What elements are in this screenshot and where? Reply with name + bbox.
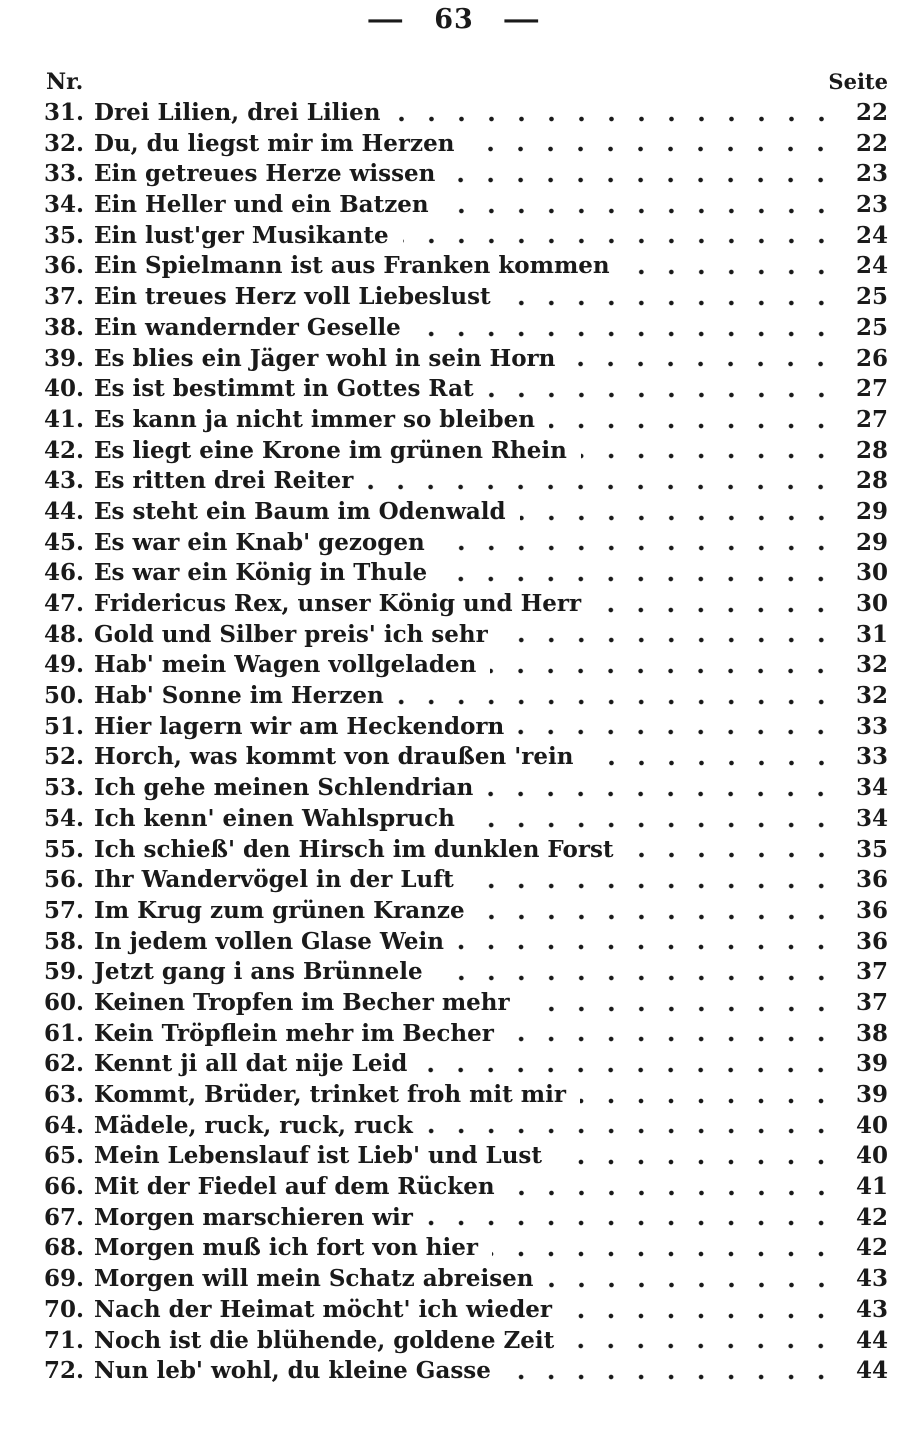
entry-number: 39. xyxy=(44,344,85,372)
entry-number: 46. xyxy=(44,559,85,587)
entry-page: 37 xyxy=(855,958,888,986)
entry-number: 50. xyxy=(44,682,85,710)
entry-page: 24 xyxy=(855,252,888,280)
dot-leader xyxy=(624,252,836,276)
entry-page: 36 xyxy=(855,927,888,955)
toc-entry xyxy=(44,375,888,406)
toc-entry xyxy=(44,958,888,989)
entry-page: 32 xyxy=(855,682,888,710)
entry-number: 64. xyxy=(44,1111,85,1139)
entry-title: Ich gehe meinen Schlendrian xyxy=(94,774,474,802)
entry-title: Mit der Fiedel auf dem Rücken xyxy=(94,1173,495,1201)
dot-leader xyxy=(468,130,836,154)
entry-page: 33 xyxy=(855,712,888,740)
dot-leader xyxy=(566,1296,836,1320)
dot-leader xyxy=(487,774,836,798)
entry-title: Ich kenn' einen Wahlspruch xyxy=(94,804,455,832)
toc-entry xyxy=(44,682,888,713)
entry-title: Ein Spielmann ist aus Franken kommen xyxy=(94,252,610,280)
toc-entry xyxy=(44,928,888,959)
dot-leader xyxy=(439,529,836,553)
dot-leader xyxy=(443,191,836,215)
entry-page: 27 xyxy=(855,405,888,433)
dot-leader xyxy=(395,99,836,123)
entry-page: 24 xyxy=(855,221,888,249)
dot-leader xyxy=(427,1112,836,1136)
entry-number: 71. xyxy=(44,1326,85,1354)
dot-leader xyxy=(548,1265,836,1289)
dot-leader xyxy=(403,222,836,246)
entry-number: 61. xyxy=(44,1019,85,1047)
entry-title: Fridericus Rex, unser König und Herr xyxy=(94,590,582,617)
entry-page: 39 xyxy=(855,1081,888,1108)
dot-leader xyxy=(509,1173,836,1197)
header-dash-right: — xyxy=(502,4,542,35)
entry-title: Ein lust'ger Musikante xyxy=(94,221,389,249)
entry-title: Du, du liegst mir im Herzen xyxy=(94,129,455,157)
entry-page: 22 xyxy=(855,129,888,157)
entry-number: 40. xyxy=(44,375,85,403)
entry-number: 38. xyxy=(44,313,85,341)
entry-number: 59. xyxy=(44,958,85,986)
entry-title: Es steht ein Baum im Odenwald xyxy=(94,497,506,525)
entry-page: 22 xyxy=(855,99,888,126)
dot-leader xyxy=(421,1050,836,1074)
entry-number: 54. xyxy=(44,804,85,832)
entry-title: Ein getreues Herze wissen xyxy=(94,160,436,188)
entry-title: Mein Lebenslauf ist Lieb' und Lust xyxy=(94,1142,543,1170)
entry-page: 30 xyxy=(855,590,888,617)
entry-title: Horch, was kommt von draußen 'rein xyxy=(94,743,574,771)
entry-page: 36 xyxy=(855,866,888,894)
page-number: 63 xyxy=(434,4,474,35)
entry-title: Morgen will mein Schatz abreisen xyxy=(94,1265,534,1293)
entry-title: Nach der Heimat möcht' ich wieder xyxy=(94,1295,553,1323)
entry-number: 51. xyxy=(44,712,85,740)
entry-page: 35 xyxy=(855,835,888,863)
entry-page: 43 xyxy=(855,1295,888,1323)
entry-title: Es blies ein Jäger wohl in sein Horn xyxy=(94,344,556,372)
entry-title: Es ritten drei Reiter xyxy=(94,467,354,495)
entry-number: 70. xyxy=(44,1295,85,1323)
entry-page: 25 xyxy=(855,283,888,311)
entry-page: 30 xyxy=(855,559,888,587)
toc-entry xyxy=(44,713,888,744)
entry-title: Hier lagern wir am Heckendorn xyxy=(94,712,505,740)
toc-entry xyxy=(44,989,888,1020)
dot-leader xyxy=(398,682,836,706)
entry-page: 32 xyxy=(855,651,888,679)
entry-page: 39 xyxy=(855,1050,888,1078)
page-header xyxy=(0,0,908,35)
entry-page: 27 xyxy=(855,375,888,403)
entry-number: 48. xyxy=(44,620,85,648)
entry-number: 69. xyxy=(44,1265,85,1293)
entry-number: 34. xyxy=(44,191,85,219)
entry-title: Mädele, ruck, ruck, ruck xyxy=(94,1111,413,1139)
entry-page: 25 xyxy=(855,313,888,341)
entry-title: Gold und Silber preis' ich sehr xyxy=(94,620,488,648)
entry-number: 49. xyxy=(44,651,85,679)
entry-page: 36 xyxy=(855,896,888,924)
entry-page: 44 xyxy=(855,1326,888,1354)
toc-entry xyxy=(44,406,888,437)
entry-page: 26 xyxy=(855,344,888,372)
entry-page: 34 xyxy=(855,804,888,832)
dot-leader xyxy=(490,651,836,675)
entry-number: 66. xyxy=(44,1173,85,1201)
entry-number: 72. xyxy=(44,1357,85,1385)
dot-leader xyxy=(628,836,836,860)
toc-entry xyxy=(44,590,888,621)
dot-leader xyxy=(556,1142,836,1166)
toc-entry xyxy=(44,314,888,345)
dot-leader xyxy=(427,1204,836,1228)
toc-entry xyxy=(44,897,888,928)
entry-page: 42 xyxy=(855,1234,888,1262)
entry-title: Hab' mein Wagen vollgeladen xyxy=(94,651,477,679)
entry-title: Keinen Tropfen im Becher mehr xyxy=(94,988,510,1016)
toc-list xyxy=(0,99,908,1388)
toc-entry xyxy=(44,1265,888,1296)
toc-entry xyxy=(44,283,888,314)
dot-leader xyxy=(458,928,836,952)
column-headers xyxy=(0,69,908,95)
entry-number: 58. xyxy=(44,927,85,955)
entry-page: 28 xyxy=(855,436,888,464)
toc-entry xyxy=(44,130,888,161)
toc-entry xyxy=(44,559,888,590)
entry-number: 57. xyxy=(44,896,85,924)
entry-title: Drei Lilien, drei Lilien xyxy=(94,99,381,126)
toc-entry xyxy=(44,1081,888,1112)
dot-leader xyxy=(367,467,836,491)
entry-number: 60. xyxy=(44,988,85,1016)
toc-entry xyxy=(44,651,888,682)
nr-column-label: Nr. xyxy=(46,69,84,95)
dot-leader xyxy=(508,1020,836,1044)
entry-title: Ich schieß' den Hirsch im dunklen Forst xyxy=(94,835,614,863)
entry-number: 33. xyxy=(44,160,85,188)
entry-title: Es war ein Knab' gezogen xyxy=(94,528,425,556)
toc-entry xyxy=(44,160,888,191)
entry-title: Nun leb' wohl, du kleine Gasse xyxy=(94,1357,491,1385)
toc-entry xyxy=(44,345,888,376)
entry-page: 29 xyxy=(855,497,888,525)
dot-leader xyxy=(502,621,836,645)
entry-page: 23 xyxy=(855,191,888,219)
toc-entry xyxy=(44,467,888,498)
entry-title: Im Krug zum grünen Kranze xyxy=(94,896,465,924)
entry-page: 28 xyxy=(855,467,888,495)
entry-number: 43. xyxy=(44,467,85,495)
entry-page: 23 xyxy=(855,160,888,188)
seite-column-label: Seite xyxy=(828,69,888,94)
dot-leader xyxy=(469,805,836,829)
dot-leader xyxy=(479,897,836,921)
header-dash-left: — xyxy=(366,4,406,35)
toc-entry xyxy=(44,498,888,529)
entry-title: Kein Tröpflein mehr im Becher xyxy=(94,1019,494,1047)
dot-leader xyxy=(549,406,836,430)
entry-number: 42. xyxy=(44,436,85,464)
toc-entry xyxy=(44,805,888,836)
toc-entry xyxy=(44,1204,888,1235)
entry-title: Noch ist die blühende, goldene Zeit xyxy=(94,1326,555,1354)
dot-leader xyxy=(595,590,836,614)
entry-title: Kommt, Brüder, trinket froh mit mir xyxy=(94,1081,566,1108)
entry-title: Es war ein König in Thule xyxy=(94,559,428,587)
toc-entry xyxy=(44,1050,888,1081)
toc-entry xyxy=(44,774,888,805)
entry-number: 55. xyxy=(44,835,85,863)
toc-entry xyxy=(44,191,888,222)
toc-entry xyxy=(44,1357,888,1388)
entry-page: 31 xyxy=(855,620,888,648)
entry-title: Hab' Sonne im Herzen xyxy=(94,682,384,710)
dot-leader xyxy=(468,866,836,890)
toc-entry xyxy=(44,1020,888,1051)
entry-title: Ein wandernder Geselle xyxy=(94,313,401,341)
toc-entry xyxy=(44,1234,888,1265)
dot-leader xyxy=(449,160,836,184)
toc-entry xyxy=(44,743,888,774)
toc-entry xyxy=(44,437,888,468)
entry-page: 38 xyxy=(855,1019,888,1047)
entry-number: 44. xyxy=(44,497,85,525)
toc-entry xyxy=(44,1142,888,1173)
toc-entry xyxy=(44,222,888,253)
toc-entry xyxy=(44,99,888,130)
entry-title: Es ist bestimmt in Gottes Rat xyxy=(94,375,474,403)
entry-number: 41. xyxy=(44,405,85,433)
dot-leader xyxy=(437,958,836,982)
entry-page: 41 xyxy=(855,1173,888,1201)
dot-leader xyxy=(520,498,836,522)
dot-leader xyxy=(492,1234,836,1258)
toc-entry xyxy=(44,529,888,560)
entry-title: Jetzt gang i ans Brünnele xyxy=(94,958,423,986)
entry-number: 56. xyxy=(44,866,85,894)
entry-page: 33 xyxy=(855,743,888,771)
entry-title: Morgen muß ich fort von hier xyxy=(94,1234,479,1262)
dot-leader xyxy=(505,283,836,307)
entry-page: 37 xyxy=(855,988,888,1016)
entry-number: 52. xyxy=(44,743,85,771)
toc-entry xyxy=(44,1327,888,1358)
toc-entry xyxy=(44,1296,888,1327)
entry-number: 67. xyxy=(44,1203,85,1231)
dot-leader xyxy=(488,375,836,399)
dot-leader xyxy=(580,1081,836,1105)
entry-title: Morgen marschieren wir xyxy=(94,1203,413,1231)
entry-page: 43 xyxy=(855,1265,888,1293)
entry-title: Ein treues Herz voll Liebeslust xyxy=(94,283,491,311)
entry-title: Ein Heller und ein Batzen xyxy=(94,191,429,219)
entry-page: 40 xyxy=(855,1142,888,1170)
toc-entry xyxy=(44,1173,888,1204)
entry-number: 65. xyxy=(44,1142,85,1170)
entry-title: Es kann ja nicht immer so bleiben xyxy=(94,405,535,433)
entry-title: Es liegt eine Krone im grünen Rhein xyxy=(94,436,567,464)
entry-number: 47. xyxy=(44,590,85,617)
dot-leader xyxy=(505,1357,836,1381)
dot-leader xyxy=(588,743,836,767)
entry-number: 62. xyxy=(44,1050,85,1078)
toc-entry xyxy=(44,1112,888,1143)
entry-number: 31. xyxy=(44,99,85,126)
entry-title: Ihr Wandervögel in der Luft xyxy=(94,866,454,894)
entry-number: 35. xyxy=(44,221,85,249)
toc-entry xyxy=(44,621,888,652)
entry-page: 40 xyxy=(855,1111,888,1139)
entry-page: 34 xyxy=(855,774,888,802)
entry-number: 63. xyxy=(44,1081,85,1108)
entry-title: Kennt ji all dat nije Leid xyxy=(94,1050,408,1078)
entry-number: 37. xyxy=(44,283,85,311)
dot-leader xyxy=(569,345,836,369)
entry-page: 29 xyxy=(855,528,888,556)
entry-number: 32. xyxy=(44,129,85,157)
entry-title: In jedem vollen Glase Wein xyxy=(94,927,444,955)
entry-number: 36. xyxy=(44,252,85,280)
dot-leader xyxy=(568,1327,836,1351)
dot-leader xyxy=(415,314,836,338)
entry-number: 53. xyxy=(44,774,85,802)
toc-entry xyxy=(44,252,888,283)
toc-entry xyxy=(44,866,888,897)
entry-page: 42 xyxy=(855,1203,888,1231)
toc-entry xyxy=(44,836,888,867)
dot-leader xyxy=(518,713,836,737)
entry-number: 45. xyxy=(44,528,85,556)
dot-leader xyxy=(524,989,836,1013)
dot-leader xyxy=(581,437,836,461)
dot-leader xyxy=(441,559,836,583)
entry-number: 68. xyxy=(44,1234,85,1262)
entry-page: 44 xyxy=(855,1357,888,1385)
